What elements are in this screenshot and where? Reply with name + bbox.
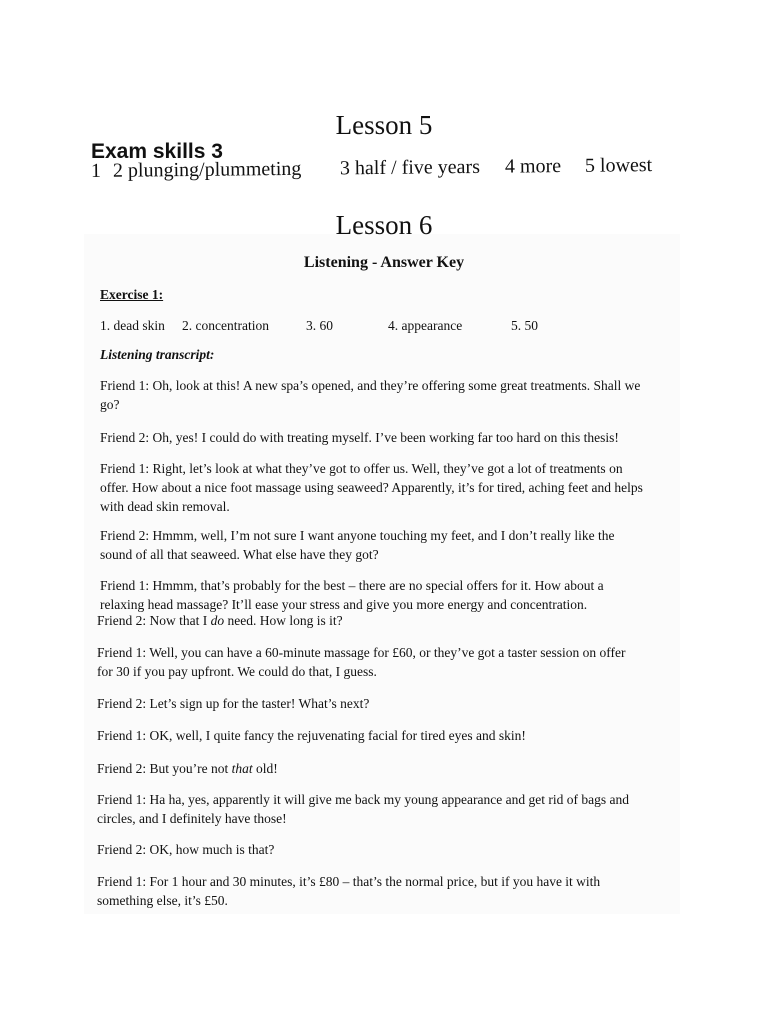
exercise-answer: 3. 60 — [306, 318, 333, 333]
transcript-line: Friend 2: But you’re not that old! — [97, 761, 278, 776]
transcript-line: Friend 1: Ha ha, yes, apparently it will give me back my young appearance and get rid of bags and circles, and I definitely have those! — [97, 792, 629, 826]
exercise-answer: 5. 50 — [511, 318, 538, 333]
exam-answer: 3 half / five years — [339, 155, 481, 180]
transcript-line: Friend 1: Hmmm, that’s probably for the best – there are no special offers for it. How about a relaxing head massage? It’ll ease your stress and give you more energy and concentration. — [100, 578, 604, 612]
transcript-line: Friend 2: Let’s sign up for the taster! What’s next? — [97, 696, 370, 711]
exercise-answer: 2. concentration — [182, 318, 269, 333]
exam-skills-heading: Exam skills 3 — [91, 140, 223, 163]
exercise-answer: 1. dead skin — [100, 318, 165, 333]
transcript-line: Friend 2: Oh, yes! I could do with treating myself. I’ve been working far too hard on this thesis! — [100, 430, 619, 445]
transcript-line: Friend 2: Hmmm, well, I’m not sure I want anyone touching my feet, and I don’t really like the sound of all that seaweed. What else have they got? — [100, 528, 615, 562]
transcript-line: Friend 1: OK, well, I quite fancy the rejuvenating facial for tired eyes and skin! — [97, 728, 526, 743]
transcript-label: Listening transcript: — [100, 347, 215, 362]
answer-key-title: Listening - Answer Key — [303, 254, 465, 271]
exercise-label: Exercise 1: — [100, 287, 164, 302]
transcript-line: Friend 2: OK, how much is that? — [97, 842, 275, 857]
exam-answer: 2 plunging/plummeting — [112, 157, 302, 182]
lesson5-title: Lesson 5 — [335, 110, 433, 140]
transcript-line: Friend 1: Right, let’s look at what they’ve got to offer us. Well, they’ve got a lot of treatments on offer. How about a nice foot massage using seaweed? Apparently, it’s for tired, aching feet and helps with dead skin removal. — [100, 461, 643, 514]
transcript-line: Friend 1: Oh, look at this! A new spa’s opened, and they’re offering some great treatments. Shall we go? — [100, 378, 641, 412]
exam-answer: 1 — [90, 159, 102, 182]
transcript-line: Friend 1: Well, you can have a 60-minute massage for £60, or they’ve got a taster session on offer for 30 if you pay upfront. We could do that, I guess. — [97, 645, 626, 679]
exam-answer: 4 more — [504, 155, 562, 178]
lesson6-title: Lesson 6 — [335, 210, 433, 240]
exercise-answer: 4. appearance — [388, 318, 463, 333]
exam-answers-row — [91, 154, 652, 183]
transcript-line: Friend 2: Now that I do need. How long is it? — [97, 613, 343, 628]
exam-answer: 5 lowest — [584, 154, 653, 177]
transcript-line: Friend 1: For 1 hour and 30 minutes, it’s £80 – that’s the normal price, but if you have it with something else, it’s £50. — [97, 874, 601, 908]
